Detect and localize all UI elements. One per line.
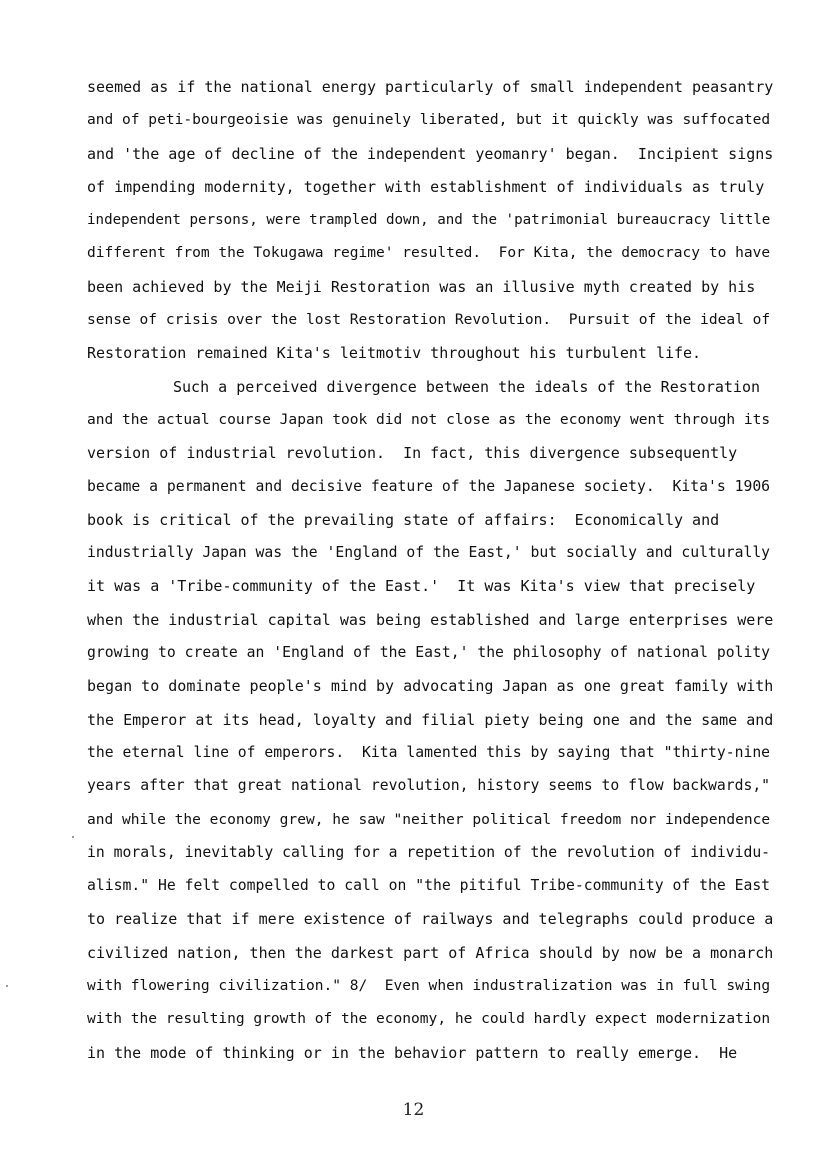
text-line: began to dominate people's mind by advocating Japan as one great family with: [87, 677, 774, 696]
body-text: [87, 74, 777, 1073]
text-line: sense of crisis over the lost Restoration Revolution. Pursuit of the ideal of: [87, 311, 771, 329]
page-number: 12: [402, 1100, 425, 1120]
scan-speck: [72, 836, 74, 838]
text-line: independent persons, were trampled down, and the 'patrimonial bureaucracy little: [87, 212, 771, 229]
text-line: in morals, inevitably calling for a repetition of the revolution of individu-: [87, 843, 771, 861]
text-line: and while the economy grew, he saw "neither political freedom nor independence: [87, 810, 771, 828]
text-line: and of peti-bourgeoisie was genuinely liberated, but it quickly was suffocated: [87, 111, 771, 129]
scan-speck: [6, 985, 8, 987]
text-line: different from the Tokugawa regime' resulted. For Kita, the democracy to have: [87, 244, 771, 262]
text-line: it was a 'Tribe-community of the East.' It was Kita's view that precisely: [87, 577, 756, 596]
text-line: and the actual course Japan took did not close as the economy went through its: [87, 410, 771, 428]
text-line: the eternal line of emperors. Kita lamented this by saying that "thirty-nine: [87, 743, 771, 761]
text-line: civilized nation, then the darkest part of Africa should by now be a monarch: [87, 943, 774, 962]
text-line: with flowering civilization." 8/ Even when industralization was in full swing: [87, 977, 771, 995]
text-line: in the mode of thinking or in the behavior pattern to really emerge. He: [87, 1043, 738, 1062]
text-line: version of industrial revolution. In fact, this divergence subsequently: [87, 444, 738, 463]
text-line: book is critical of the prevailing state of affairs: Economically and: [87, 510, 720, 529]
text-line: when the industrial capital was being established and large enterprises were: [87, 610, 774, 629]
text-line: and 'the age of decline of the independent yeomanry' began. Incipient signs: [87, 144, 774, 163]
text-line: Restoration remained Kita's leitmotiv throughout his turbulent life.: [87, 344, 702, 363]
paragraph-start-line: Such a perceived divergence between the ideals of the Restoration: [173, 377, 760, 396]
text-line: the Emperor at its head, loyalty and filial piety being one and the same and: [87, 710, 774, 729]
text-line: been achieved by the Meiji Restoration was an illusive myth created by his: [87, 277, 756, 296]
text-line: alism." He felt compelled to call on "the pitiful Tribe-community of the East: [87, 877, 771, 895]
text-line: growing to create an 'England of the East,' the philosophy of national polity: [87, 644, 771, 662]
text-line: with the resulting growth of the economy, he could hardly expect modernization: [87, 1010, 771, 1028]
text-line: years after that great national revolution, history seems to flow backwards,": [87, 777, 771, 795]
text-line: industrially Japan was the 'England of the East,' but socially and culturally: [87, 544, 771, 562]
text-line: of impending modernity, together with establishment of individuals as truly: [87, 177, 765, 196]
text-line: to realize that if mere existence of railways and telegraphs could produce a: [87, 910, 774, 929]
text-line: seemed as if the national energy particularly of small independent peasantry: [87, 78, 774, 96]
text-line: became a permanent and decisive feature of the Japanese society. Kita's 1906: [87, 477, 771, 495]
